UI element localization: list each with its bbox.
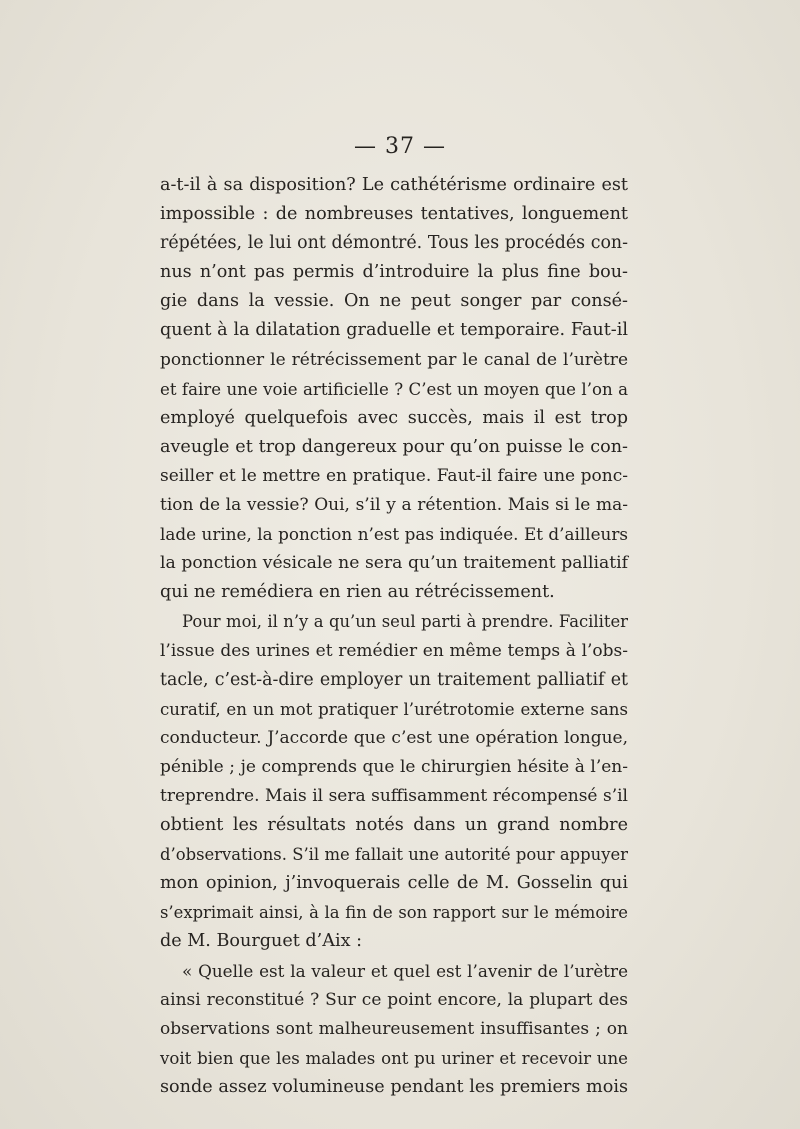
page-number: — 37 — bbox=[354, 134, 446, 159]
paragraph-1 bbox=[160, 171, 628, 607]
text-line: employé quelquefois avec succès, mais il est trop bbox=[160, 407, 628, 428]
text-line: quent à la dilatation graduelle et temporaire. Faut-il bbox=[160, 320, 628, 341]
text-line: impossible : de nombreuses tentatives, longuement bbox=[160, 204, 628, 225]
text-line: de M. Bourguet d’Aix : bbox=[160, 931, 363, 952]
text-line: et faire une voie artificielle ? C’est un moyen que l’on a bbox=[160, 379, 628, 399]
text-line: répétées, le lui ont démontré. Tous les procédés con- bbox=[160, 233, 628, 254]
text-line: pénible ; je comprends que le chirurgien hésite à l’en- bbox=[160, 756, 628, 777]
text-line: a-t-il à sa disposition? Le cathétérisme ordinaire est bbox=[160, 175, 628, 195]
text-line: tion de la vessie? Oui, s’il y a rétention. Mais si le ma- bbox=[160, 495, 628, 516]
text-line: s’exprimait ainsi, à la fin de son rapport sur le mémoire bbox=[160, 903, 628, 923]
text-line: la ponction vésicale ne sera qu’un traitement palliatif bbox=[160, 553, 628, 574]
paragraph-3 bbox=[160, 957, 628, 1102]
text-line: obtient les résultats notés dans un grand nombre bbox=[160, 815, 628, 836]
text-line: observations sont malheureusement insuffisantes ; on bbox=[160, 1018, 628, 1039]
text-line: conducteur. J’accorde que c’est une opération longue, bbox=[160, 727, 628, 748]
text-line: gie dans la vessie. On ne peut songer par consé- bbox=[160, 291, 628, 312]
text-line: nus n’ont pas permis d’introduire la plus fine bou- bbox=[160, 262, 628, 283]
text-line: voit bien que les malades ont pu uriner et recevoir une bbox=[160, 1048, 628, 1068]
text-line: treprendre. Mais il sera suffisamment récompensé s’il bbox=[160, 785, 628, 806]
paragraph-2 bbox=[160, 607, 628, 956]
text-line: tacle, c’est-à-dire employer un traitement palliatif et bbox=[160, 669, 628, 690]
text-line: curatif, en un mot pratiquer l’urétrotomie externe sans bbox=[160, 699, 628, 719]
text-line: seiller et le mettre en pratique. Faut-il faire une ponc- bbox=[160, 465, 628, 486]
text-line: « Quelle est la valeur et quel est l’avenir de l’urètre bbox=[182, 960, 628, 981]
text-line: qui ne remédiera en rien au rétrécissement. bbox=[160, 582, 555, 603]
text-line: ainsi reconstitué ? Sur ce point encore, la plupart des bbox=[160, 989, 628, 1010]
text-line: ponctionner le rétrécissement par le canal de l’urètre bbox=[160, 349, 628, 370]
body-text bbox=[160, 171, 628, 1102]
text-line: d’observations. S’il me fallait une autorité pour appuyer bbox=[160, 845, 628, 865]
text-line: Pour moi, il n’y a qu’un seul parti à prendre. Faciliter bbox=[182, 612, 628, 632]
text-line: mon opinion, j’invoquerais celle de M. Gosselin qui bbox=[160, 873, 628, 894]
text-line: lade urine, la ponction n’est pas indiquée. Et d’ailleurs bbox=[160, 524, 628, 545]
text-line: aveugle et trop dangereux pour qu’on puisse le con- bbox=[160, 436, 628, 457]
text-line: l’issue des urines et remédier en même temps à l’obs- bbox=[160, 640, 628, 661]
text-line: sonde assez volumineuse pendant les premiers mois bbox=[160, 1076, 628, 1097]
